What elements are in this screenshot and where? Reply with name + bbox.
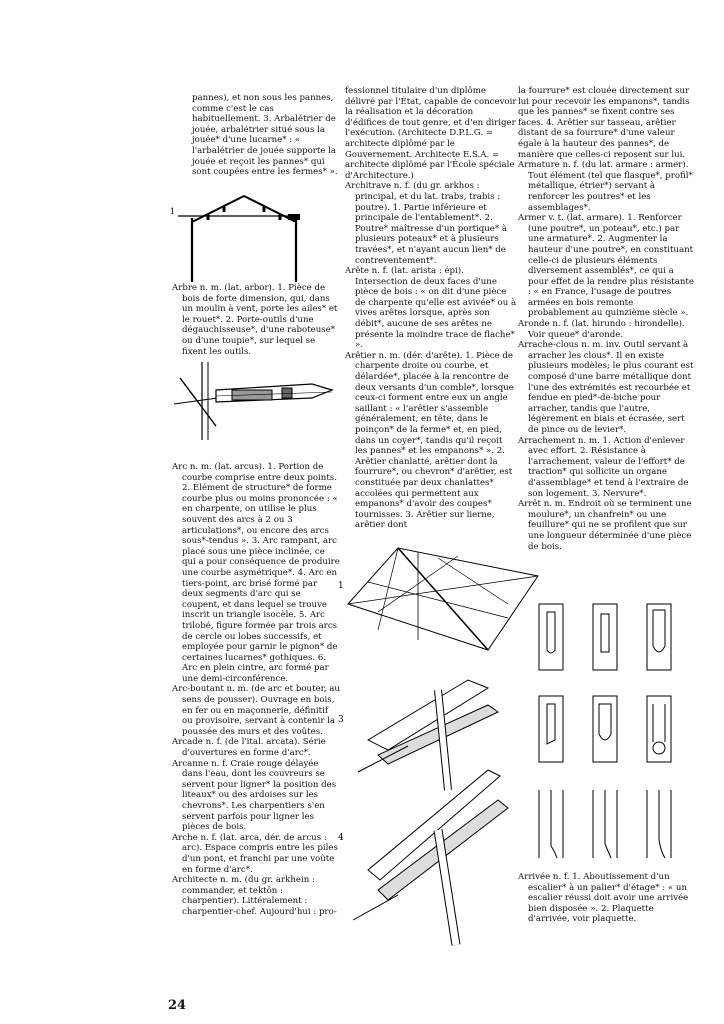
entry-continuation: pannes), et non sous les pannes, comme c'est le cas habituellement. 3. Arbalétrier de jouée, arbalétrier situé sous la jouée* d'une lucarne* : « l'arbalétrier de jouée supporte la jouée et reçoit les pannes* qui sont coupées entre les fermes* ». (192, 93, 338, 178)
column-1-main (172, 462, 340, 918)
entry-armature: Armature n. f. (du lat. armare : armer). Tout élément (tel que flasque*, profil* métallique, étrier*) servant à renforcer les poutres* et les assemblages*. (518, 160, 693, 213)
page-number: 24 (168, 998, 187, 1013)
entry-arbre: Arbre n. m. (lat. arbor). 1. Pièce de bois de forte dimension, qui, dans un moulin à vent, porte les ailes* et le rouet*. 2. Porte-outils d'une dégauchisseuse*, d'une raboteuse* ou d'une toupie*, sur lequel se fixent les outils. (172, 283, 338, 357)
entry-armer: Armer v. t. (lat. armare). 1. Renforcer (une poutre*, un poteau*, etc.) par une armature*. 2. Augmenter la hauteur d'une poutre*, en constituant celle-ci de plusieurs éléments diversement assemblés*, ce qui a pour effet de la rendre plus résistante : « en France, l'usage de poutres armées en bois remonte probablement au quinzième siècle ». (518, 213, 694, 319)
figure-label-1: 1 (170, 207, 176, 216)
entry-architrave: Architrave n. f. (du gr. arkhos : principal, et du lat. trabs, trabis : poutre). 1. Partie inférieure et principale de l'entablement*. 2. Poutre* maîtresse d'un portique* à plusieurs poteaux* et à plusieurs travées*, et n'ayant aucun lien* de contreventement*. (345, 181, 508, 266)
entry-arche: Arche n. f. (lat. arca, dér. de arcus : arc). Espace compris entre les piles d'un pont, et franchi par une voûte en forme d'arc*. (172, 832, 338, 875)
figure-arbre (172, 360, 342, 442)
entry-arc-boutant: Arc-boutant n. m. (de arc et bouter, au sens de pousser). Ouvrage en bois, en fer ou en maçonnerie, définitif ou provisoire, servant à contenir la poussée des murs et des voûtes. (172, 684, 340, 737)
figure-aretier (338, 540, 543, 950)
column-3-bottom (518, 872, 694, 925)
column-3 (518, 86, 694, 552)
entry-aretier: Arêtier n. m. (dér. d'arête). 1. Pièce de charpente droite ou courbe, et délardée*, placée à la rencontre de deux versants d'un comble*, lorsque ceux-ci forment entre eux un angle saillant : « l'arêtier s'assemble généralement, en tête, dans le poinçon* de la ferme* et, en pied, dans un coyer*, tandis qu'il reçoit les pannes* et les empanons* ». 2. Arêtier chanlatté, arêtier dont la fourrure*, ou chevron* d'arêtier, est constituée par deux chanlattes* accolées qui permettent aux empanons* d'avoir des coupes* tournisses. 3. Arêtier sur lierne, arêtier dont (345, 350, 514, 531)
figure-label-1: 1 (338, 581, 344, 591)
entry-arc: Arc n. m. (lat. arcus). 1. Portion de courbe comprise entre deux points. 2. Élément de structure* de forme courbe plus ou moins prononcée : « en charpente, on utilise le plus souvent des arcs à 2 ou 3 articulations*, ou encore des arcs sous*-tendus ». 3. Arc rampant, arc placé sous une pièce inclinée, ce qui a pour conséquence de produire une courbe asymétrique*. 4. Arc en tiers-point, arc brisé formé par deux segments d'arc qui se coupent, et dans lequel se trouve inscrit un triangle isocèle. 5. Arc trilobé, figure formée par trois arcs de cercle ou lobes successifs, et employée pour garnir le pignon* de certaines lucarnes* gothiques. 6. Arc en plein cintre, arc formé par une demi-circonférence. (172, 462, 340, 684)
entry-architecte: Architecte n. m. (du gr. arkhein : commander, et tektôn : charpentier). Littéralement : charpentier-chef. Aujourd'hui : pro- (172, 875, 337, 917)
figure-arbaletrier-truss (168, 192, 328, 284)
entry-arete: Arête n. f. (lat. arista : épi). Intersection de deux faces d'une pièce de bois : « on dit d'une pièce de charpente qu'elle est avivée* ou à vives arêtes lorsque, après son débit*, aucune de ses arêtes ne présente la moindre trace de flache* ». (345, 266, 517, 351)
entry-arrache-clous: Arrache-clous n. m. inv. Outil servant à arracher les clous*. Il en existe plusieurs modèles; le plus courant est composé d'une barre métallique dont l'une des extrémités est recourbée et fendue en pied*-de-biche pour arracher, tandis que l'autre, légèrement en biais et écrasée, sert de pince ou de levier*. (518, 340, 694, 435)
column-2 (345, 86, 517, 531)
entry-continuation: fessionnel titulaire d'un diplôme délivré par l'État, capable de concevoir la réalisation et la décoration d'édifices de tout genre, et d'en diriger l'exécution. (Architecte D.P.L.G. = architecte diplômé par le Gouvernement. Architecte E.S.A. = architecte diplômé par l'École spéciale d'Architecture.) (345, 86, 517, 181)
figure-label-4: 4 (338, 833, 344, 843)
entry-arret: Arrêt n. m. Endroit où se terminent une moulure*, un chanfrein* ou une feuillure* qui ne se profilent que sur une longueur déterminée d'une pièce de bois. (518, 499, 692, 552)
figure-label-3: 3 (338, 715, 344, 725)
column-1-arbre (172, 283, 340, 357)
entry-arrivee: Arrivée n. f. 1. Aboutissement d'un escalier* à un palier* d'étage* : « un escalier réussi doit avoir une arrivée bien disposée ». 2. Plaquette d'arrivée, voir plaquette. (518, 872, 689, 925)
entry-arrachement: Arrachement n. m. 1. Action d'enlever avec effort. 2. Résistance à l'arrachement, valeur de l'effort* de traction* qui sollicite un organe d'assemblage* et tend à l'extraire de son logement. 3. Nervure*. (518, 435, 689, 499)
column-1 (192, 93, 340, 178)
entry-arcade: Arcade n. f. (de l'ital. arcata). Série d'ouvertures en forme d'arc*. (172, 737, 326, 759)
entry-arcanne: Arcanne n. f. Craie rouge délayée dans l'eau, dont les couvreurs se servent pour ligner* la position des liteaux* ou des ardoises sur les chevrons*. Les charpentiers s'en servent parfois pour ligner les pièces de bois. (172, 758, 337, 833)
entry-continuation: la fourrure* est clouée directement sur lui pour recevoir les empanons*, tandis que les pannes* se fixent contre ses faces. 4. Arêtier sur tasseau, arêtier distant de sa fourrure* d'une valeur égale à la hauteur des pannes*, de manière que celles-ci reposent sur lui. (518, 86, 690, 160)
entry-aronde: Aronde n. f. (lat. hirundo : hirondelle). Voir queue* d'aronde. (518, 319, 685, 340)
figure-arret-profiles (535, 600, 695, 862)
